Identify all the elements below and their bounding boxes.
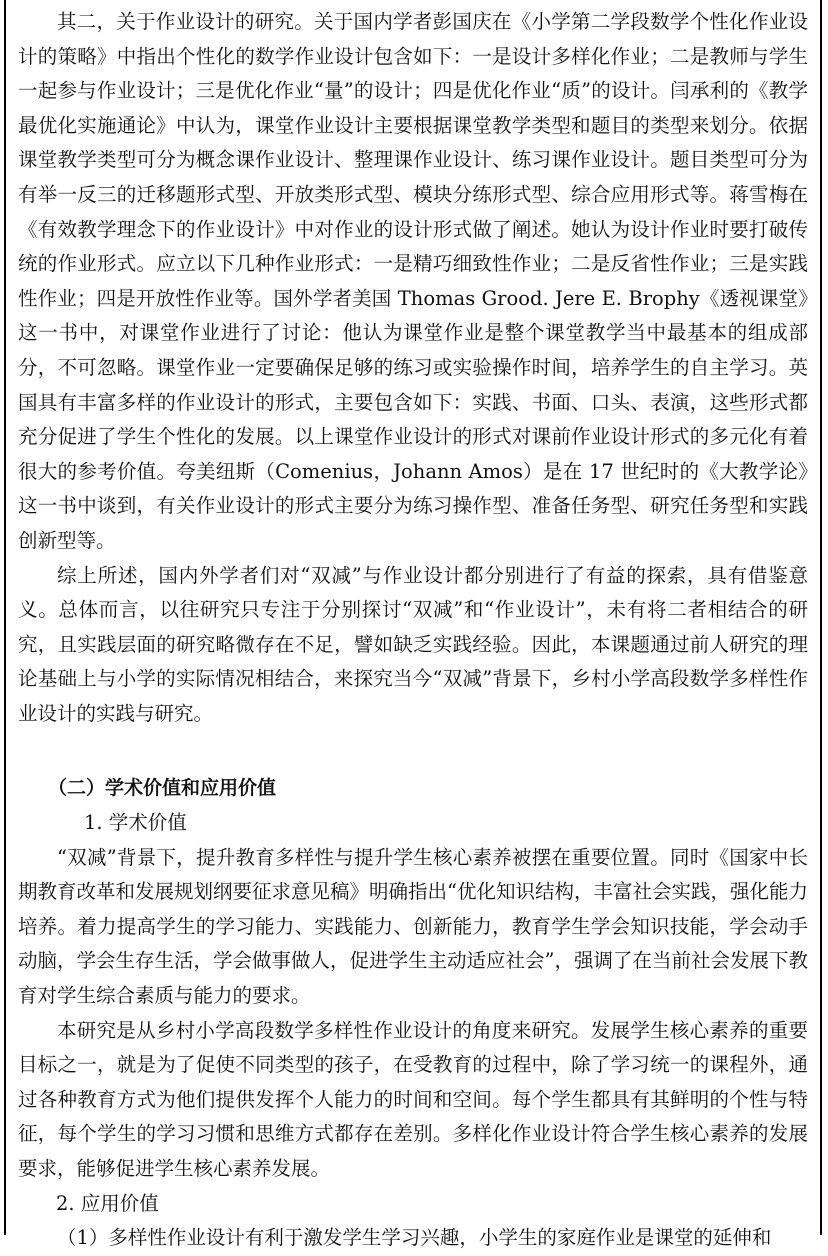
section-gap (18, 731, 808, 771)
subheading-application-value: 2. 应用价值 (56, 1191, 159, 1215)
subheading-academic-value: 1. 学术价值 (84, 811, 187, 835)
document-body (18, 5, 808, 1256)
paragraph-double-reduction-background: “双减”背景下，提升教育多样性与提升学生核心素养被摆在重要位置。同时《国家中长期教育改革和发展规划纲要征求意见稿》明确指出“优化知识结构，丰富社会实践，强化能力培养。着力提高学生的学习能力、实践能力、创新能力，教育学生学会知识技能，学会动手动脑，学会生存生活，学会做事做人，促进学生主动适应社会”，强调了在当前社会发展下教育对学生综合素质与能力的要求。 (18, 845, 808, 1008)
paragraph-homework-design-research: 其二，关于作业设计的研究。关于国内学者彭国庆在《小学第二学段数学个性化作业设计的策略》中指出个性化的数学作业设计包含如下：一是设计多样化作业；二是教师与学生一起参与作业设计；三是优化作业“量”的设计；四是优化作业“质”的设计。闫承利的《教学最优化实施通论》中认为，课堂作业设计主要根据课堂教学类型和题目的类型来划分。依据课堂教学类型可分为概念课作业设计、整理课作业设计、练习课作业设计。题目类型可分为有举一反三的迁移题形式型、开放类形式型、模块分练形式型、综合应用形式等。蒋雪梅在《有效教学理念下的作业设计》中对作业的设计形式做了阐述。她认为设计作业时要打破传统的作业形式。应立以下几种作业形式：一是精巧细致性作业；二是反省性作业；三是实践性作业；四是开放性作业等。国外学者美国 Thomas Grood. Jere E. Brophy《透视课堂》这一书中，对课堂作业进行了讨论：他认为课堂作业是整个课堂教学当中最基本的组成部分，不可忽略。课堂作业一定要确保足够的练习或实验操作时间，培养学生的自主学习。英国具有丰富多样的作业设计的形式，主要包含如下：实践、书面、口头、表演，这些形式都充分促进了学生个性化的发展。以上课堂作业设计的形式对课前作业设计形式的多元化有着很大的参考价值。夸美纽斯（Comenius，Johann Amos）是在 17 世纪时的《大教学论》这一书中谈到，有关作业设计的形式主要分为练习操作型、准备任务型、研究任务型和实践创新型等。 (18, 10, 808, 552)
paragraph-diverse-homework-interest: （1）多样性作业设计有利于激发学生学习兴趣，小学生的家庭作业是课堂的延伸和 (57, 1226, 772, 1250)
paragraph-summary: 综上所述，国内外学者们对“双减”与作业设计都分别进行了有益的探索，具有借鉴意义。总体而言，以往研究只专注于分别探讨“双减”和“作业设计”，未有将二者相结合的研究，且实践层面的研究略微存在不足，譬如缺乏实践经验。因此，本课题通过前人研究的理论基础上与小学的实际情况相结合，来探究当今“双减”背景下，乡村小学高段数学多样性作业设计的实践与研究。 (18, 563, 808, 725)
section-heading-academic-application-value: （二）学术价值和应用价值 (48, 777, 277, 800)
paragraph-research-perspective: 本研究是从乡村小学高段数学多样性作业设计的角度来研究。发展学生核心素养的重要目标之一，就是为了促使不同类型的孩子，在受教育的过程中，除了学习统一的课程外，通过各种教育方式为他们提供发挥个人能力的时间和空间。每个学生都具有其鲜明的个性与特征，每个学生的学习习惯和思维方式都存在差别。多样化作业设计符合学生核心素养的发展要求，能够促进学生核心素养发展。 (18, 1018, 808, 1180)
